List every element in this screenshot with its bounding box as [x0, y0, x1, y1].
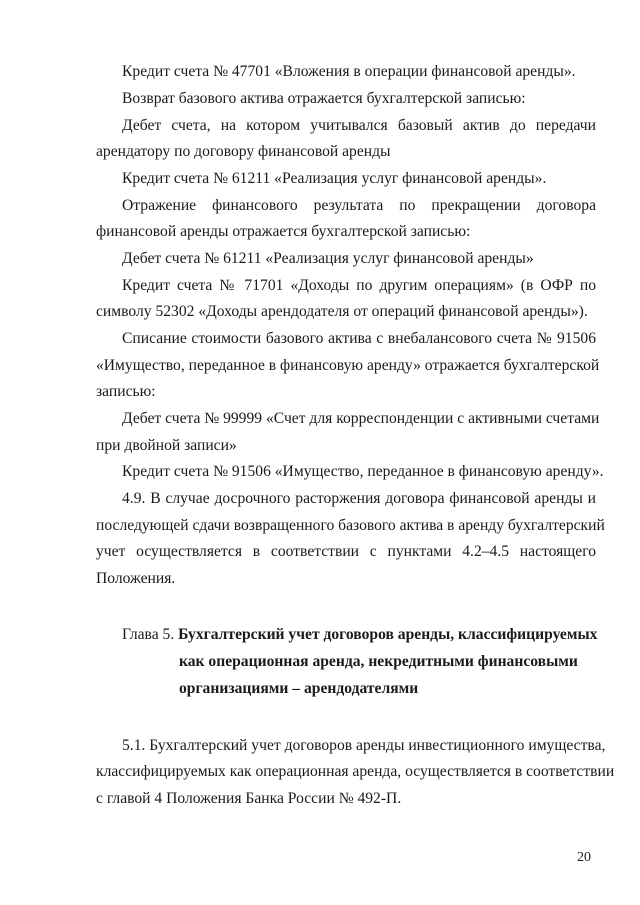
text-line: Дебет счета № 61211 «Реализация услуг финансовой аренды» [122, 250, 534, 267]
chapter-heading [122, 625, 596, 645]
chapter-title: организациями – арендодателями [179, 680, 419, 697]
text-line: Кредит счета № 71701 «Доходы по другим операциям» (в ОФР по [122, 277, 596, 294]
text-line: Кредит счета № 47701 «Вложения в операции финансовой аренды». [122, 63, 576, 80]
text-line: символу 52302 «Доходы арендодателя от операций финансовой аренды»). [96, 303, 588, 320]
text-line: Отражение финансового результата по прекращении договора [122, 197, 596, 214]
text-line: Положения. [96, 570, 176, 587]
text-line: при двойной записи» [96, 437, 237, 454]
page-number: 20 [577, 850, 591, 865]
text-line: с главой 4 Положения Банка России № 492-П. [96, 790, 402, 807]
text-line: классифицируемых как операционная аренда, осуществляется в соответствии [96, 763, 615, 780]
chapter-prefix: Глава 5. [122, 626, 175, 643]
chapter-title: как операционная аренда, некредитными финансовыми [179, 653, 578, 670]
text-line: арендатору по договору финансовой аренды [96, 143, 391, 160]
chapter-title: Бухгалтерский учет договоров аренды, классифицируемых [178, 626, 598, 643]
text-line: финансовой аренды отражается бухгалтерской записью: [96, 223, 471, 240]
text-line: Списание стоимости базового актива с внебалансового счета № 91506 [122, 330, 596, 347]
text-line: 5.1. Бухгалтерский учет договоров аренды инвестиционного имущества, [122, 737, 606, 754]
text-line: Кредит счета № 61211 «Реализация услуг финансовой аренды». [122, 170, 547, 187]
text-line: 4.9. В случае досрочного расторжения договора финансовой аренды и [122, 490, 596, 507]
text-line: Возврат базового актива отражается бухгалтерской записью: [122, 90, 526, 107]
text-line: Дебет счета № 99999 «Счет для корреспонденции с активными счетами [122, 410, 600, 427]
text-line: Кредит счета № 91506 «Имущество, переданное в финансовую аренду». [122, 463, 604, 480]
text-line: последующей сдачи возвращенного базового актива в аренду бухгалтерский [96, 517, 605, 534]
text-line: «Имущество, переданное в финансовую аренду» отражается бухгалтерской [96, 357, 600, 374]
text-line: записью: [96, 383, 156, 400]
text-line: учет осуществляется в соответствии с пунктами 4.2–4.5 настоящего [96, 543, 596, 560]
text-line: Дебет счета, на котором учитывался базовый актив до передачи [122, 117, 596, 134]
